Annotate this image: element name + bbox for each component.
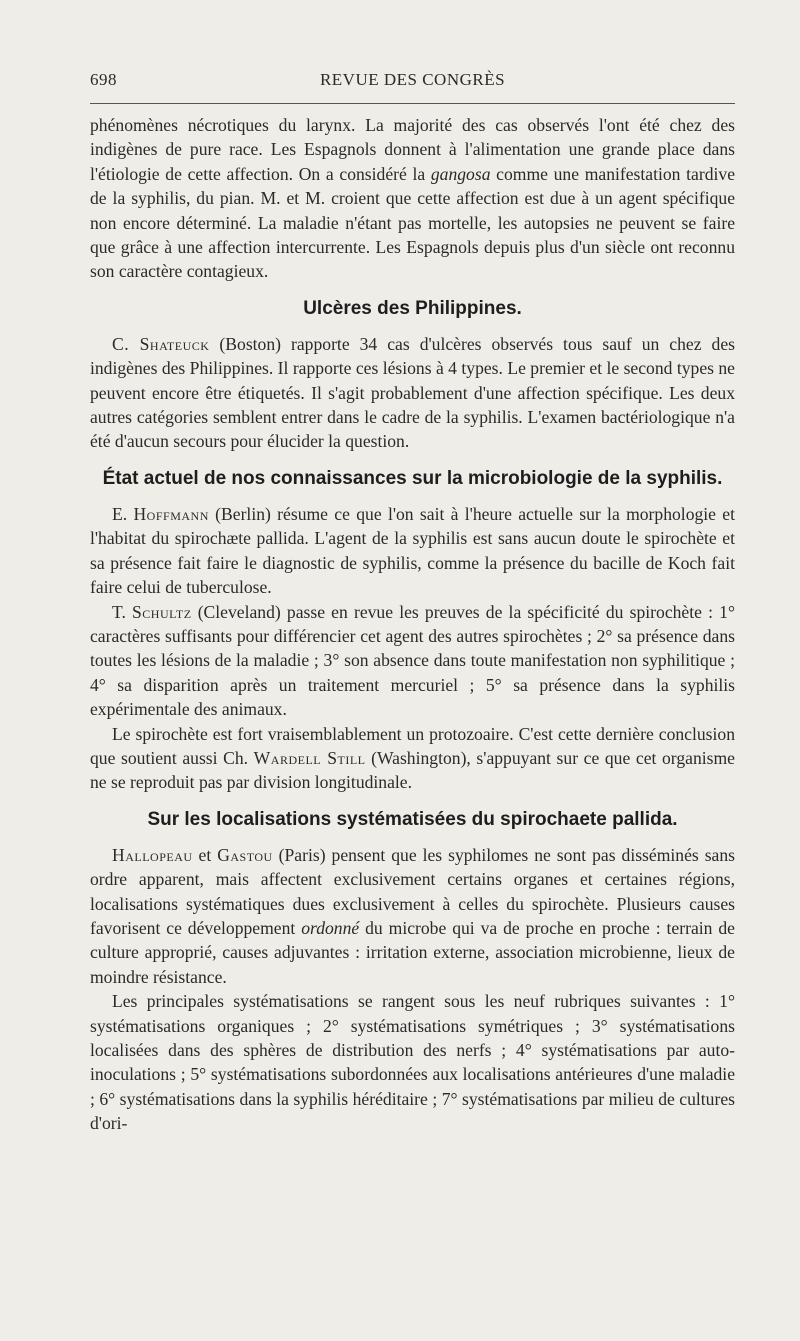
author-shateuck: C. Shateuck (112, 333, 210, 354)
intro-paragraph (90, 113, 735, 284)
intro-italic: gangosa (430, 163, 491, 184)
protozoaire-paragraph (90, 722, 735, 795)
section-heading-ulceres: Ulcères des Philippines. (303, 297, 522, 319)
hallopeau-text-2: du microbe qui va de proche en proche : terrain de culture approprié, causes adjuvantes : irritation externe, association microbienne, lieux de moindre résistance. (90, 917, 735, 987)
hallopeau-paragraph (90, 843, 735, 989)
author-hoffmann: Hoffmann (133, 503, 209, 524)
section-heading-microbiologie: État actuel de nos connaissances sur la microbiologie de la syphilis. (102, 467, 723, 489)
article-body (90, 113, 735, 1136)
schultz-text: (Cleveland) passe en revue les preuves de la spécificité du spirochète : 1° caractères suffisants pour différencier cet agent des autres spirochètes ; 2° sa présence dans toutes les lésions de la maladie ; 3° son absence dans toute manifestation non syphilitique ; 4° sa disparition après un traitement mercuriel ; 5° sa présence dans la syphilis expérimentale des animaux. (90, 601, 735, 720)
schultz-paragraph (90, 600, 735, 722)
protozoaire-text-1: Le spirochète est fort vraisemblablement un protozoaire. C'est cette dernière conclusion que soutient aussi Ch. (90, 723, 735, 768)
header-rule (90, 103, 735, 104)
rubriques-paragraph: Les principales systématisations se rangent sous les neuf rubriques suivantes : 1° systématisations organiques ; 2° systématisations symétriques ; 3° systématisations localisées dans des sphères de distribution des nerfs ; 4° systématisations par auto-inoculations ; 5° systématisations subordonnées aux localisations antérieures d'une maladie ; 6° systématisations dans la syphilis héréditaire ; 7° systématisations par milieu de cultures d'ori- (90, 991, 735, 1134)
author-wardell-still: Wardell Still (253, 747, 366, 768)
author-schultz: Schultz (132, 601, 192, 622)
running-head: REVUE DES CONGRÈS (319, 70, 506, 89)
protozoaire-text-2: (Washington), s'appuyant sur ce que cet organisme ne se reproduit pas par division longitudinale. (90, 747, 735, 793)
hoffmann-text: (Berlin) résume ce que l'on sait à l'heure actuelle sur la morphologie et l'habitat du spirochæte pallida. L'agent de la syphilis est sans aucun doute le spirochète et sa présence fait faire le diagnostic de syphilis, comme la présence du bacille de Koch fait faire celui de tuberculose. (90, 503, 735, 598)
intro-text-2: comme une manifestation tardive de la syphilis, du pian. M. et M. croient que cette affection est due à un agent spécifique non encore déterminé. La maladie n'étant pas mortelle, les autopsies ne peuvent se faire que grâce à une affection intercurrente. Les Espagnols depuis plus d'un siècle ont reconnu son caractère contagieux. (90, 163, 735, 282)
hallopeau-and: et (192, 844, 218, 865)
hoffmann-initial: E. (112, 503, 134, 524)
hallopeau-italic: ordonné (301, 917, 360, 938)
schultz-initial: T. (112, 601, 133, 622)
author-hallopeau: Hallopeau (112, 844, 193, 865)
hoffmann-paragraph (90, 502, 735, 600)
page-number: 698 (90, 70, 117, 89)
page-header (90, 70, 735, 92)
author-gastou: Gastou (217, 844, 273, 865)
section-heading-localisations: Sur les localisations systématisées du spirochaete pallida. (147, 808, 678, 830)
ulceres-paragraph (90, 332, 735, 454)
intro-text-1: phénomènes nécrotiques du larynx. La majorité des cas observés l'ont été chez des indigènes de pure race. Les Espagnols donnent à l'alimentation une grande place dans l'étiologie de cette affection. On a considéré la (90, 115, 735, 184)
ulceres-text: (Boston) rapporte 34 cas d'ulcères observés tous sauf un chez des indigènes des Philippines. Il rapporte ces lésions à 4 types. Le premier et le second types ne peuvent encore être étiquetés. Il s'agit probablement d'une affection spécifique. Les deux autres catégories semblent entrer dans le cadre de la syphilis. L'examen bactériologique n'a été d'aucun secours pour élucider la question. (90, 333, 735, 452)
hallopeau-text-1: (Paris) pensent que les syphilomes ne sont pas disséminés sans ordre apparent, mais affectent exclusivement certains organes et certaines régions, localisations systématiques dues exclusivement à celles du spirochète. Plusieurs causes favorisent ce développement (90, 844, 735, 938)
